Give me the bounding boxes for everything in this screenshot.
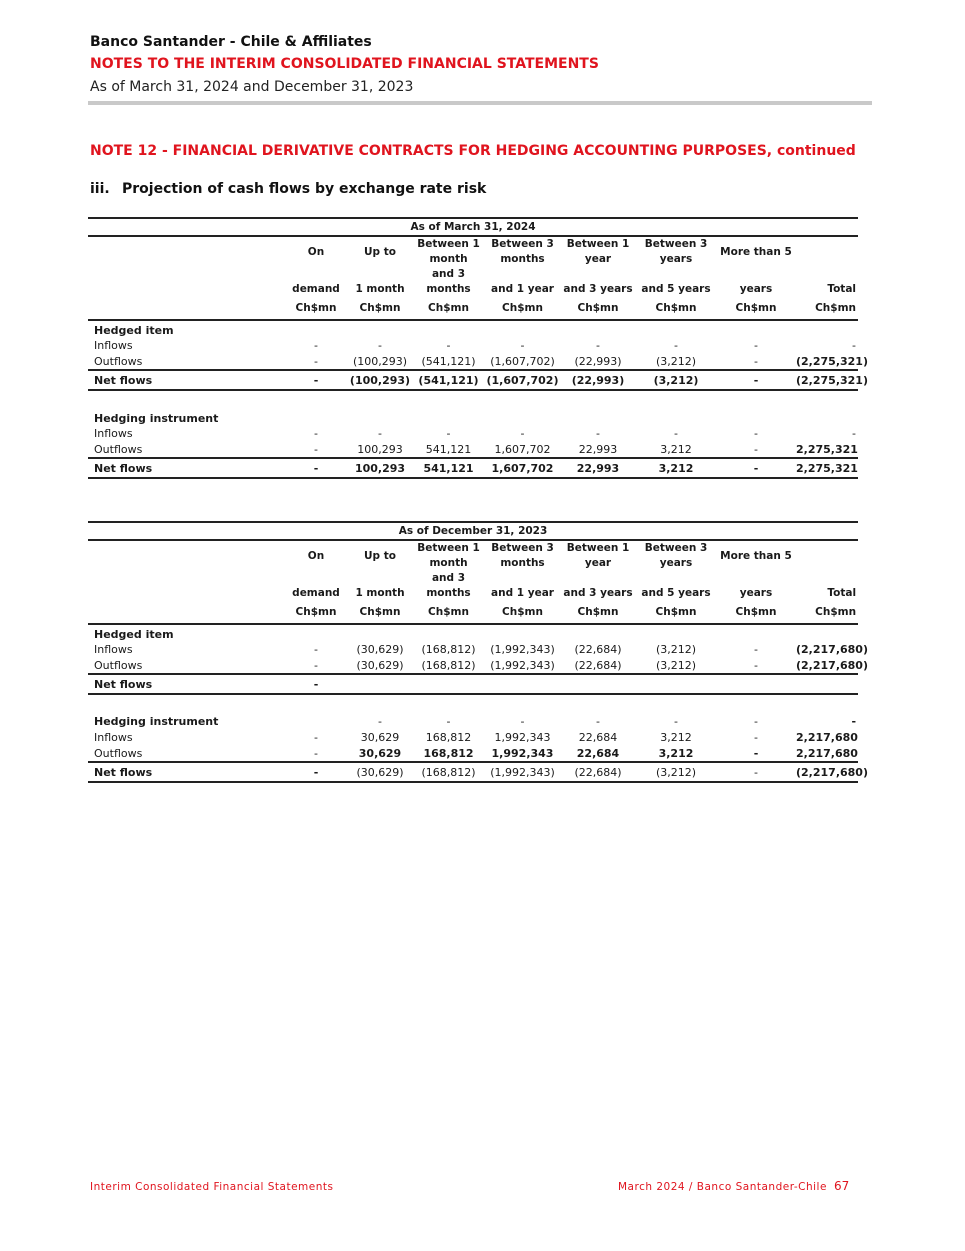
unit-label: Ch$mn	[796, 601, 858, 624]
table-cell: -	[284, 674, 348, 694]
column-header: and 3 years	[563, 587, 633, 599]
table-cell: -	[754, 730, 758, 744]
table-cell: -	[378, 338, 382, 352]
table-cell: (1,992,343)	[485, 762, 560, 782]
column-header	[796, 236, 858, 267]
row-label: Net flows	[88, 370, 284, 390]
table-cell: -	[716, 370, 796, 390]
row-label: Inflows	[94, 426, 133, 440]
column-header: 1 month	[355, 587, 405, 599]
footer-document-title: Interim Consolidated Financial Statements	[90, 1181, 334, 1193]
table-cell: (3,212)	[655, 658, 697, 672]
row-label: Outflows	[94, 658, 143, 672]
table-cell: -	[754, 642, 758, 656]
table-cell: 2,217,680	[796, 730, 858, 744]
column-header: More than 5	[720, 245, 792, 258]
table-cell	[284, 713, 348, 729]
table-cell: -	[596, 714, 600, 728]
table-cell	[636, 674, 716, 694]
column-header: and 1 year	[491, 283, 554, 295]
unit-label: Ch$mn	[348, 297, 412, 320]
unit-label: Ch$mn	[348, 601, 412, 624]
net-flows-row	[88, 458, 858, 478]
unit-label: Ch$mn	[284, 297, 348, 320]
table-cell	[796, 674, 858, 694]
table-cell: (3,212)	[655, 642, 697, 656]
column-header: years	[739, 283, 773, 295]
group-label: Hedging instrument	[94, 714, 219, 728]
table-cell: 100,293	[348, 458, 412, 478]
table-cell: 2,275,321	[796, 458, 858, 478]
table-cell	[412, 674, 485, 694]
group-label: Hedged item	[94, 628, 174, 641]
table-cell	[560, 674, 636, 694]
table-row	[88, 425, 858, 441]
table-cell: (22,684)	[560, 762, 636, 782]
table-cell: 2,217,680	[796, 746, 858, 760]
column-header: demand	[292, 587, 340, 599]
table-cell: -	[852, 338, 856, 352]
group-label: Hedging instrument	[94, 412, 219, 425]
column-header: Between 3 months	[491, 542, 554, 569]
table-cell: -	[446, 338, 451, 352]
row-label: Outflows	[94, 354, 143, 368]
table-cell	[485, 674, 560, 694]
table-row	[88, 353, 858, 370]
table-cell: -	[754, 442, 758, 456]
table-cell: -	[754, 426, 758, 440]
column-header-row	[88, 236, 858, 267]
column-header: and 5 years	[641, 587, 711, 599]
table-cell: 3,212	[636, 458, 716, 478]
table-cell: 1,992,343	[494, 730, 551, 744]
table-row	[88, 441, 858, 458]
table-cell: (168,812)	[412, 762, 485, 782]
table-cell: 1,992,343	[491, 746, 554, 760]
table-row	[88, 729, 858, 745]
table-cell: 30,629	[358, 746, 402, 760]
note-title: NOTE 12 - FINANCIAL DERIVATIVE CONTRACTS FOR HEDGING ACCOUNTING PURPOSES, continued	[90, 143, 856, 159]
table-cell: (22,993)	[560, 370, 636, 390]
column-header: On	[307, 549, 325, 562]
column-header: Between 3 years	[644, 238, 708, 265]
table-cell: -	[446, 426, 451, 440]
column-header-row	[88, 540, 858, 571]
unit-label: Ch$mn	[636, 297, 716, 320]
unit-label: Ch$mn	[412, 601, 485, 624]
net-flows-row	[88, 370, 858, 390]
table-cell: -	[716, 762, 796, 782]
column-header: Between 1 month	[417, 238, 480, 265]
table-cell: (168,812)	[421, 642, 476, 656]
column-header: Total	[827, 587, 857, 599]
table-cell: (30,629)	[348, 762, 412, 782]
table-cell: -	[520, 714, 525, 728]
table-cell: 22,993	[560, 458, 636, 478]
table-cell: (30,629)	[356, 642, 404, 656]
unit-label: Ch$mn	[485, 297, 560, 320]
table-cell: (541,121)	[421, 354, 476, 368]
table-cell: (2,217,680)	[796, 642, 868, 656]
table-cell: 3,212	[660, 730, 692, 744]
table-cell: -	[716, 458, 796, 478]
column-header: and 3 months	[426, 572, 471, 599]
column-header: Between 1 year	[566, 238, 630, 265]
column-header: Between 1 month	[417, 542, 480, 569]
unit-label: Ch$mn	[412, 297, 485, 320]
row-label: Net flows	[88, 458, 284, 478]
table-cell: -	[314, 730, 318, 744]
column-header: On	[307, 245, 325, 258]
group-label: Hedged item	[94, 324, 174, 337]
table-cell	[716, 674, 796, 694]
column-header: Up to	[364, 245, 396, 258]
unit-label: Ch$mn	[636, 601, 716, 624]
table-cell: 168,812	[425, 730, 472, 744]
table-cell: -	[596, 338, 600, 352]
period-row	[88, 218, 858, 236]
table-cell: -	[314, 338, 318, 352]
table-cell: 22,684	[578, 730, 618, 744]
table-row	[88, 745, 858, 762]
table-cell: (168,812)	[421, 658, 476, 672]
table-cell: -	[314, 354, 318, 368]
table-cell: (22,684)	[574, 658, 622, 672]
period-label: As of December 31, 2023	[88, 522, 858, 540]
table-cell: -	[754, 714, 758, 728]
table-cell: (3,212)	[636, 370, 716, 390]
table-cell: (100,293)	[348, 370, 412, 390]
table-cell	[348, 674, 412, 694]
row-label: Net flows	[88, 762, 284, 782]
table-cell: -	[314, 426, 318, 440]
column-header: years	[739, 587, 773, 599]
net-flows-row	[88, 762, 858, 782]
unit-label: Ch$mn	[284, 601, 348, 624]
column-header: Total	[827, 283, 856, 295]
group-row-hedged-item	[88, 624, 858, 641]
table-cell: -	[284, 458, 348, 478]
table-cell: (1,992,343)	[490, 642, 555, 656]
table-cell: -	[378, 426, 382, 440]
table-cell: -	[674, 338, 678, 352]
table-cell: (2,217,680)	[796, 762, 858, 782]
net-flows-row	[88, 674, 858, 694]
statement-dates: As of March 31, 2024 and December 31, 2023	[90, 79, 414, 95]
table-cell: 22,993	[578, 442, 618, 456]
section-title	[90, 181, 486, 197]
row-label: Inflows	[94, 730, 133, 744]
table-cell: -	[754, 338, 758, 352]
column-header: Up to	[364, 549, 396, 562]
company-name: Banco Santander - Chile & Affiliates	[90, 34, 372, 50]
table-cell: (541,121)	[412, 370, 485, 390]
table-cell: -	[520, 426, 525, 440]
table-cell: (1,607,702)	[490, 354, 555, 368]
table-cell: -	[314, 746, 318, 760]
column-header: and 3 months	[426, 268, 471, 295]
column-header: Between 3 months	[491, 238, 554, 265]
footer-period: March 2024 / Banco Santander-Chile	[618, 1181, 827, 1193]
column-header: demand	[292, 283, 340, 295]
table-cell: (100,293)	[352, 354, 408, 368]
table-cell: -	[314, 658, 318, 672]
table-cell: -	[754, 354, 758, 368]
table-cell: (3,212)	[636, 762, 716, 782]
table-cell: -	[754, 658, 758, 672]
table-cell: -	[852, 426, 856, 440]
table-cell: (30,629)	[356, 658, 404, 672]
column-header-row	[88, 267, 858, 297]
table-cell: 541,121	[425, 442, 472, 456]
table-cell: (2,217,680)	[796, 658, 868, 672]
table-cell: (1,607,702)	[485, 370, 560, 390]
column-header: 1 month	[355, 283, 405, 295]
column-header: More than 5	[720, 549, 792, 562]
unit-label: Ch$mn	[560, 601, 636, 624]
unit-label: Ch$mn	[716, 297, 796, 320]
table-cell: 22,684	[576, 746, 620, 760]
period-label: As of March 31, 2024	[88, 218, 858, 236]
table-cell: -	[753, 746, 759, 760]
table-cell: 3,212	[658, 746, 694, 760]
table-cell: -	[284, 762, 348, 782]
table-cell: 2,275,321	[796, 442, 858, 456]
table-cell: -	[314, 442, 318, 456]
column-header-row	[88, 571, 858, 601]
table-cell: -	[314, 642, 318, 656]
table-cell: (3,212)	[655, 354, 697, 368]
column-header: and 1 year	[491, 587, 554, 599]
unit-label: Ch$mn	[716, 601, 796, 624]
group-row-hedging-instrument	[88, 713, 858, 729]
row-label: Outflows	[94, 442, 143, 456]
table-cell: (22,684)	[574, 642, 622, 656]
column-header: Between 1 year	[566, 542, 630, 569]
table-cell: 541,121	[412, 458, 485, 478]
cashflow-table-march-2024	[88, 217, 868, 479]
column-header: Between 3 years	[644, 542, 708, 569]
period-row	[88, 522, 858, 540]
row-label: Outflows	[94, 746, 143, 760]
table-cell: -	[851, 714, 857, 728]
table-cell: (1,992,343)	[490, 658, 555, 672]
units-row	[88, 601, 858, 624]
notes-title: NOTES TO THE INTERIM CONSOLIDATED FINANCIAL STATEMENTS	[90, 56, 599, 72]
table-row	[88, 641, 858, 657]
table-cell: (2,275,321)	[796, 370, 858, 390]
unit-label: Ch$mn	[796, 297, 858, 320]
column-header: and 3 years	[563, 283, 633, 295]
table-cell: 1,607,702	[494, 442, 551, 456]
table-cell: 168,812	[423, 746, 474, 760]
header-rule	[88, 101, 872, 105]
table-row	[88, 337, 858, 353]
table-cell: 30,629	[360, 730, 400, 744]
column-header	[796, 540, 858, 571]
row-label: Inflows	[94, 642, 133, 656]
row-label: Inflows	[94, 338, 133, 352]
table-cell: 100,293	[357, 442, 403, 456]
section-number: iii.	[90, 181, 110, 197]
table-cell: -	[446, 714, 451, 728]
column-header: and 5 years	[641, 283, 711, 295]
row-label: Net flows	[88, 674, 284, 694]
table-cell: -	[520, 338, 525, 352]
table-cell: (2,275,321)	[796, 354, 868, 368]
section-title-text: Projection of cash flows by exchange rate risk	[122, 181, 487, 197]
table-cell: (22,993)	[574, 354, 622, 368]
units-row	[88, 297, 858, 320]
table-cell: -	[284, 370, 348, 390]
table-cell: -	[674, 714, 678, 728]
group-row-hedged-item	[88, 320, 858, 337]
table-row	[88, 657, 858, 674]
table-cell: -	[378, 714, 382, 728]
table-cell: 3,212	[660, 442, 692, 456]
table-cell: 1,607,702	[485, 458, 560, 478]
table-cell: -	[596, 426, 600, 440]
unit-label: Ch$mn	[560, 297, 636, 320]
table-cell: -	[674, 426, 678, 440]
cashflow-table-december-2023	[88, 521, 868, 783]
group-row-hedging-instrument	[88, 409, 858, 425]
page-number: 67	[834, 1179, 850, 1193]
unit-label: Ch$mn	[485, 601, 560, 624]
